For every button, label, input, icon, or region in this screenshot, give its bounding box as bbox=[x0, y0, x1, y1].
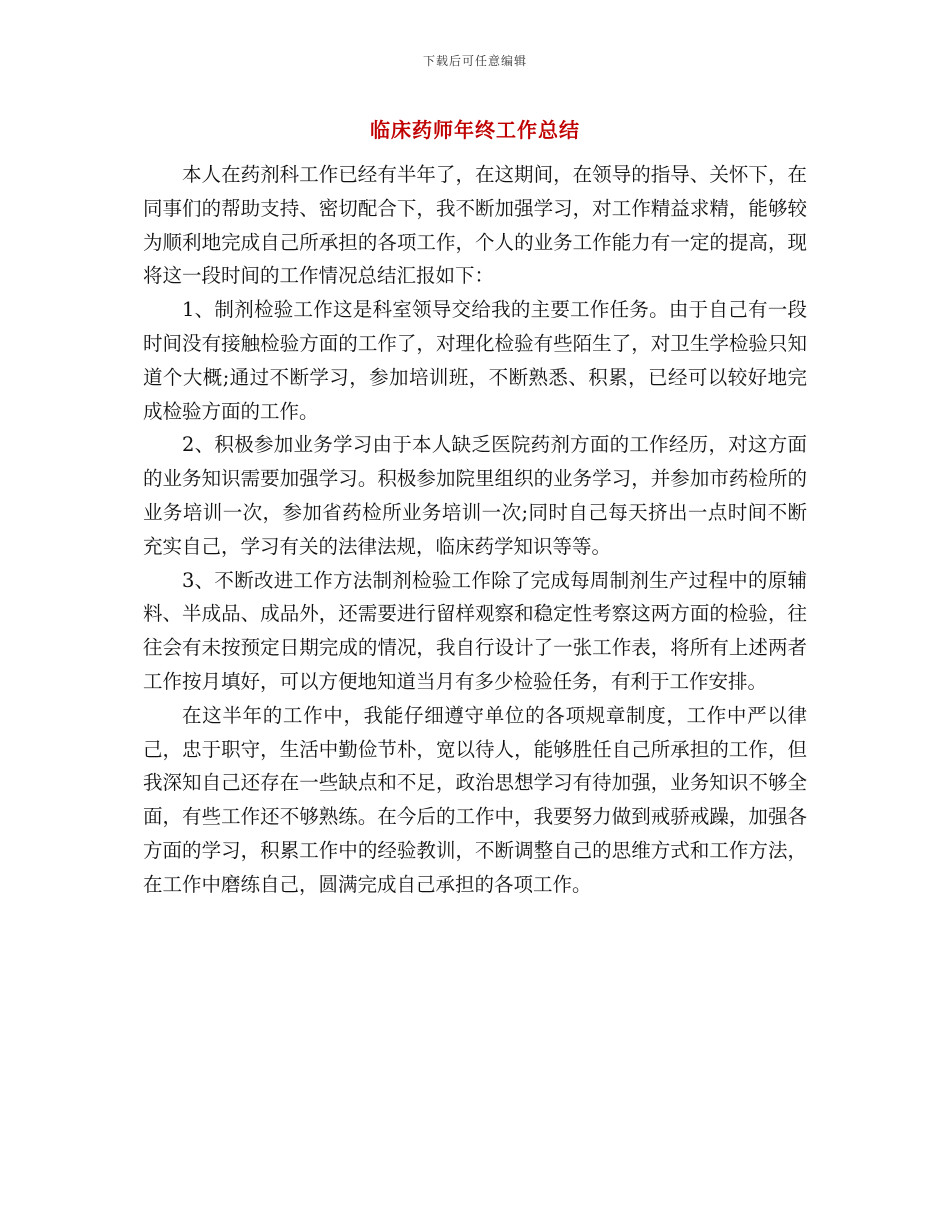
header-note: 下载后可任意编辑 bbox=[422, 54, 527, 68]
paragraph-conclusion: 在这半年的工作中，我能仔细遵守单位的各项规章制度，工作中严以律己，忠于职守，生活中勤俭节朴，宽以待人，能够胜任自己所承担的工作，但我深知自己还存在一些缺点和不足，政治思想学习有待加强，业务知识不够全面，有些工作还不够熟练。在今后的工作中，我要努力做到戒骄戒躁，加强各方面的学习，积累工作中的经验教训，不断调整自己的思维方式和工作方法，在工作中磨练自己，圆满完成自己承担的各项工作。 bbox=[143, 703, 807, 896]
paragraph-intro: 本人在药剂科工作已经有半年了，在这期间，在领导的指导、关怀下，在同事们的帮助支持、密切配合下，我不断加强学习，对工作精益求精，能够较为顺利地完成自己所承担的各项工作，个人的业务工作能力有一定的提高，现将这一段时间的工作情况总结汇报如下： bbox=[143, 163, 807, 288]
paragraph-item-2: 2、积极参加业务学习由于本人缺乏医院药剂方面的工作经历，对这方面的业务知识需要加强学习。积极参加院里组织的业务学习，并参加市药检所的业务培训一次，参加省药检所业务培训一次;同时自己每天挤出一点时间不断充实自己，学习有关的法律法规，临床药学知识等等。 bbox=[143, 433, 807, 558]
paragraph-item-3: 3、不断改进工作方法制剂检验工作除了完成每周制剂生产过程中的原辅料、半成品、成品外，还需要进行留样观察和稳定性考察这两方面的检验，往往会有未按预定日期完成的情况，我自行设计了一张工作表，将所有上述两者工作按月填好，可以方便地知道当月有多少检验任务，有利于工作安排。 bbox=[143, 568, 807, 693]
paragraph-item-1: 1、制剂检验工作这是科室领导交给我的主要工作任务。由于自己有一段时间没有接触检验方面的工作了，对理化检验有些陌生了，对卫生学检验只知道个大概;通过不断学习，参加培训班，不断熟悉、积累，已经可以较好地完成检验方面的工作。 bbox=[143, 298, 807, 423]
document-title: 临床药师年终工作总结 bbox=[370, 118, 580, 142]
document-body bbox=[143, 158, 807, 902]
